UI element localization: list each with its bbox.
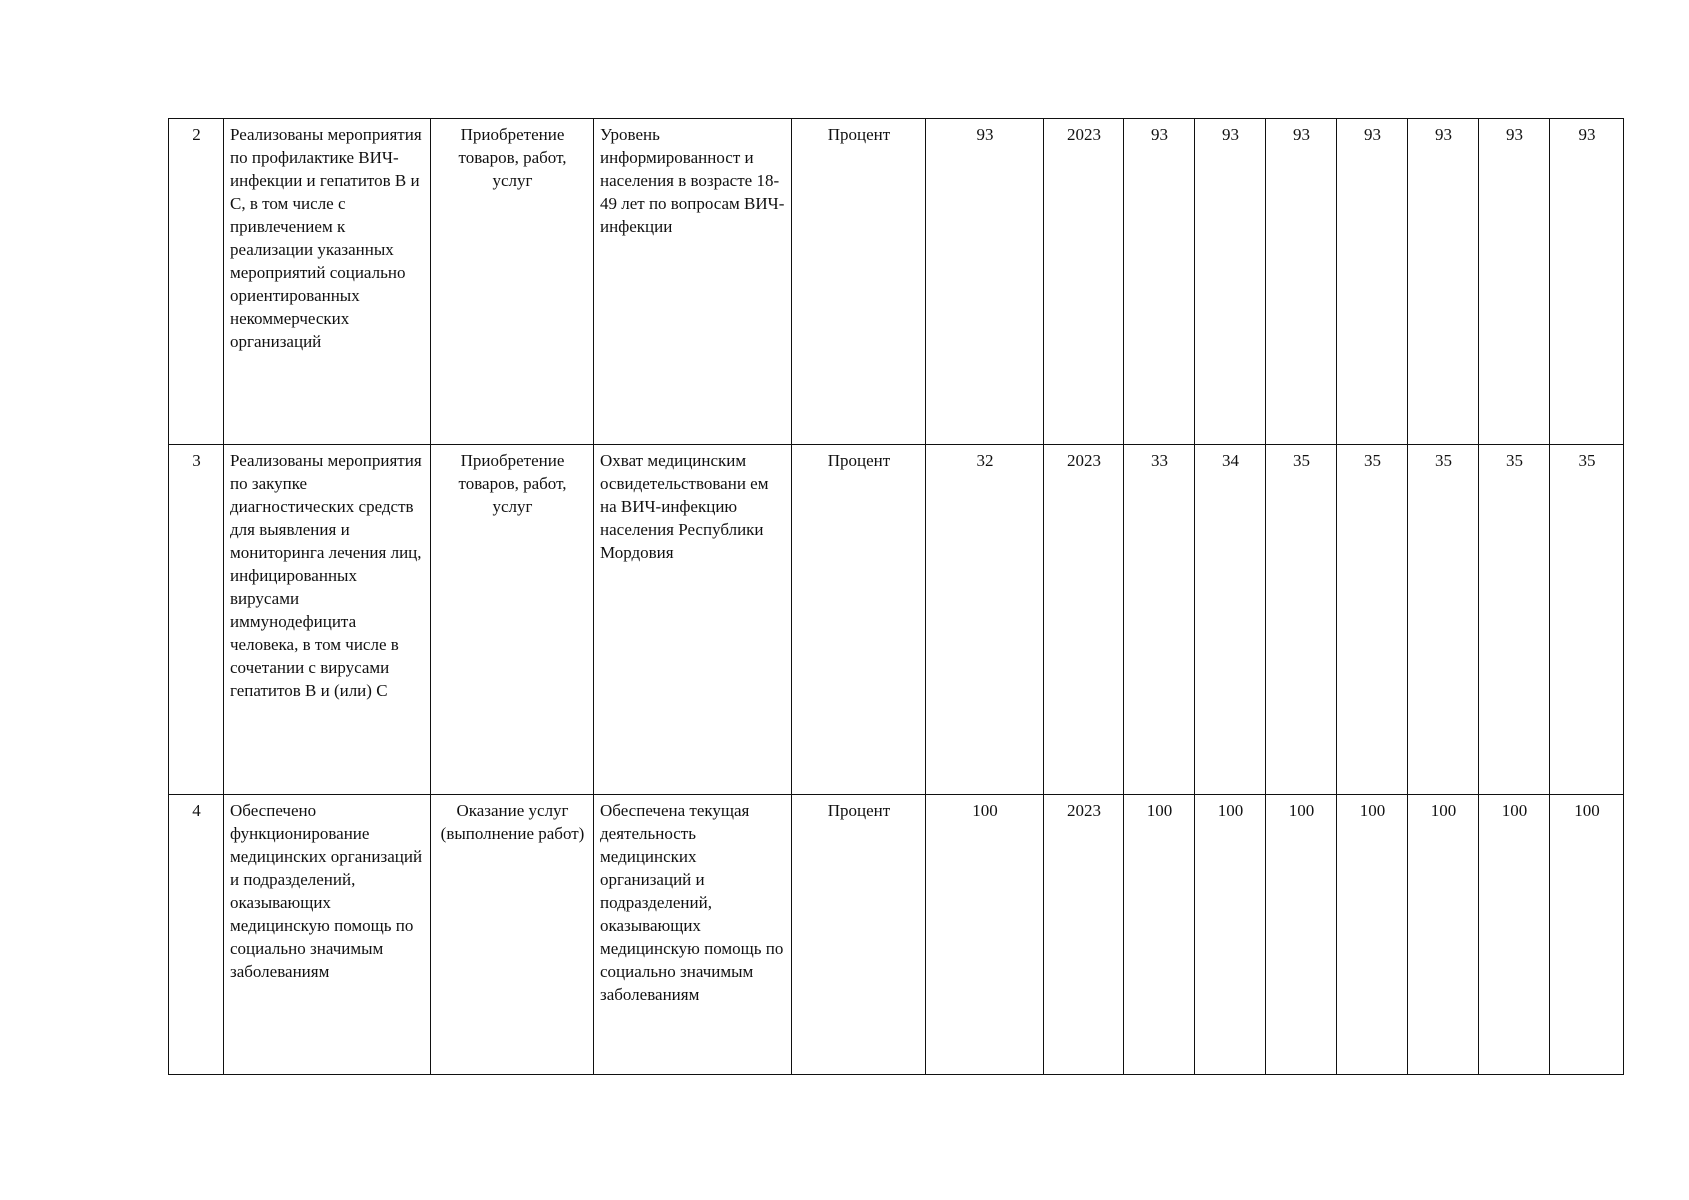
row-number: 4: [169, 795, 224, 1075]
value-cell: 35: [1337, 445, 1408, 795]
type-cell: Оказание услуг (выполнение работ): [431, 795, 594, 1075]
value-cell: 100: [1266, 795, 1337, 1075]
value-cell: 100: [1408, 795, 1479, 1075]
table-row: [169, 119, 1624, 445]
value-cell: 93: [1479, 119, 1550, 445]
table-row: [169, 795, 1624, 1075]
base-year-cell: 2023: [1044, 795, 1124, 1075]
value-cell: 35: [1266, 445, 1337, 795]
value-cell: 100: [1337, 795, 1408, 1075]
value-cell: 93: [1408, 119, 1479, 445]
value-cell: 100: [1550, 795, 1624, 1075]
value-cell: 93: [1550, 119, 1624, 445]
value-cell: 93: [1337, 119, 1408, 445]
value-cell: 100: [1479, 795, 1550, 1075]
value-cell: 35: [1479, 445, 1550, 795]
result-cell: Реализованы мероприятия по закупке диагностических средств для выявления и мониторинга лечения лиц, инфицированных вирусами иммунодефицита человека, в том числе в сочетании с вирусами гепатитов В и (или) С: [224, 445, 431, 795]
table-row: [169, 445, 1624, 795]
base-year-cell: 2023: [1044, 119, 1124, 445]
unit-cell: Процент: [792, 445, 926, 795]
row-number: 2: [169, 119, 224, 445]
unit-cell: Процент: [792, 795, 926, 1075]
value-cell: 93: [1195, 119, 1266, 445]
base-year-cell: 2023: [1044, 445, 1124, 795]
value-cell: 100: [1124, 795, 1195, 1075]
value-cell: 35: [1550, 445, 1624, 795]
value-cell: 100: [1195, 795, 1266, 1075]
result-cell: Обеспечено функционирование медицинских организаций и подразделений, оказывающих медицинскую помощь по социально значимым заболеваниям: [224, 795, 431, 1075]
base-value-cell: 32: [926, 445, 1044, 795]
type-cell: Приобретение товаров, работ, услуг: [431, 119, 594, 445]
value-cell: 34: [1195, 445, 1266, 795]
indicator-cell: Охват медицинским освидетельствовани ем на ВИЧ-инфекцию населения Республики Мордовия: [594, 445, 792, 795]
indicator-cell: Обеспечена текущая деятельность медицинских организаций и подразделений, оказывающих медицинскую помощь по социально значимым заболеваниям: [594, 795, 792, 1075]
result-cell: Реализованы мероприятия по профилактике ВИЧ-инфекции и гепатитов В и С, в том числе с привлечением к реализации указанных мероприятий социально ориентированных некоммерческих организаций: [224, 119, 431, 445]
unit-cell: Процент: [792, 119, 926, 445]
document-page: [168, 118, 1623, 1075]
value-cell: 35: [1408, 445, 1479, 795]
indicator-cell: Уровень информированност и населения в возрасте 18-49 лет по вопросам ВИЧ-инфекции: [594, 119, 792, 445]
value-cell: 33: [1124, 445, 1195, 795]
base-value-cell: 100: [926, 795, 1044, 1075]
type-cell: Приобретение товаров, работ, услуг: [431, 445, 594, 795]
base-value-cell: 93: [926, 119, 1044, 445]
indicators-table: [168, 118, 1624, 1075]
row-number: 3: [169, 445, 224, 795]
value-cell: 93: [1124, 119, 1195, 445]
value-cell: 93: [1266, 119, 1337, 445]
